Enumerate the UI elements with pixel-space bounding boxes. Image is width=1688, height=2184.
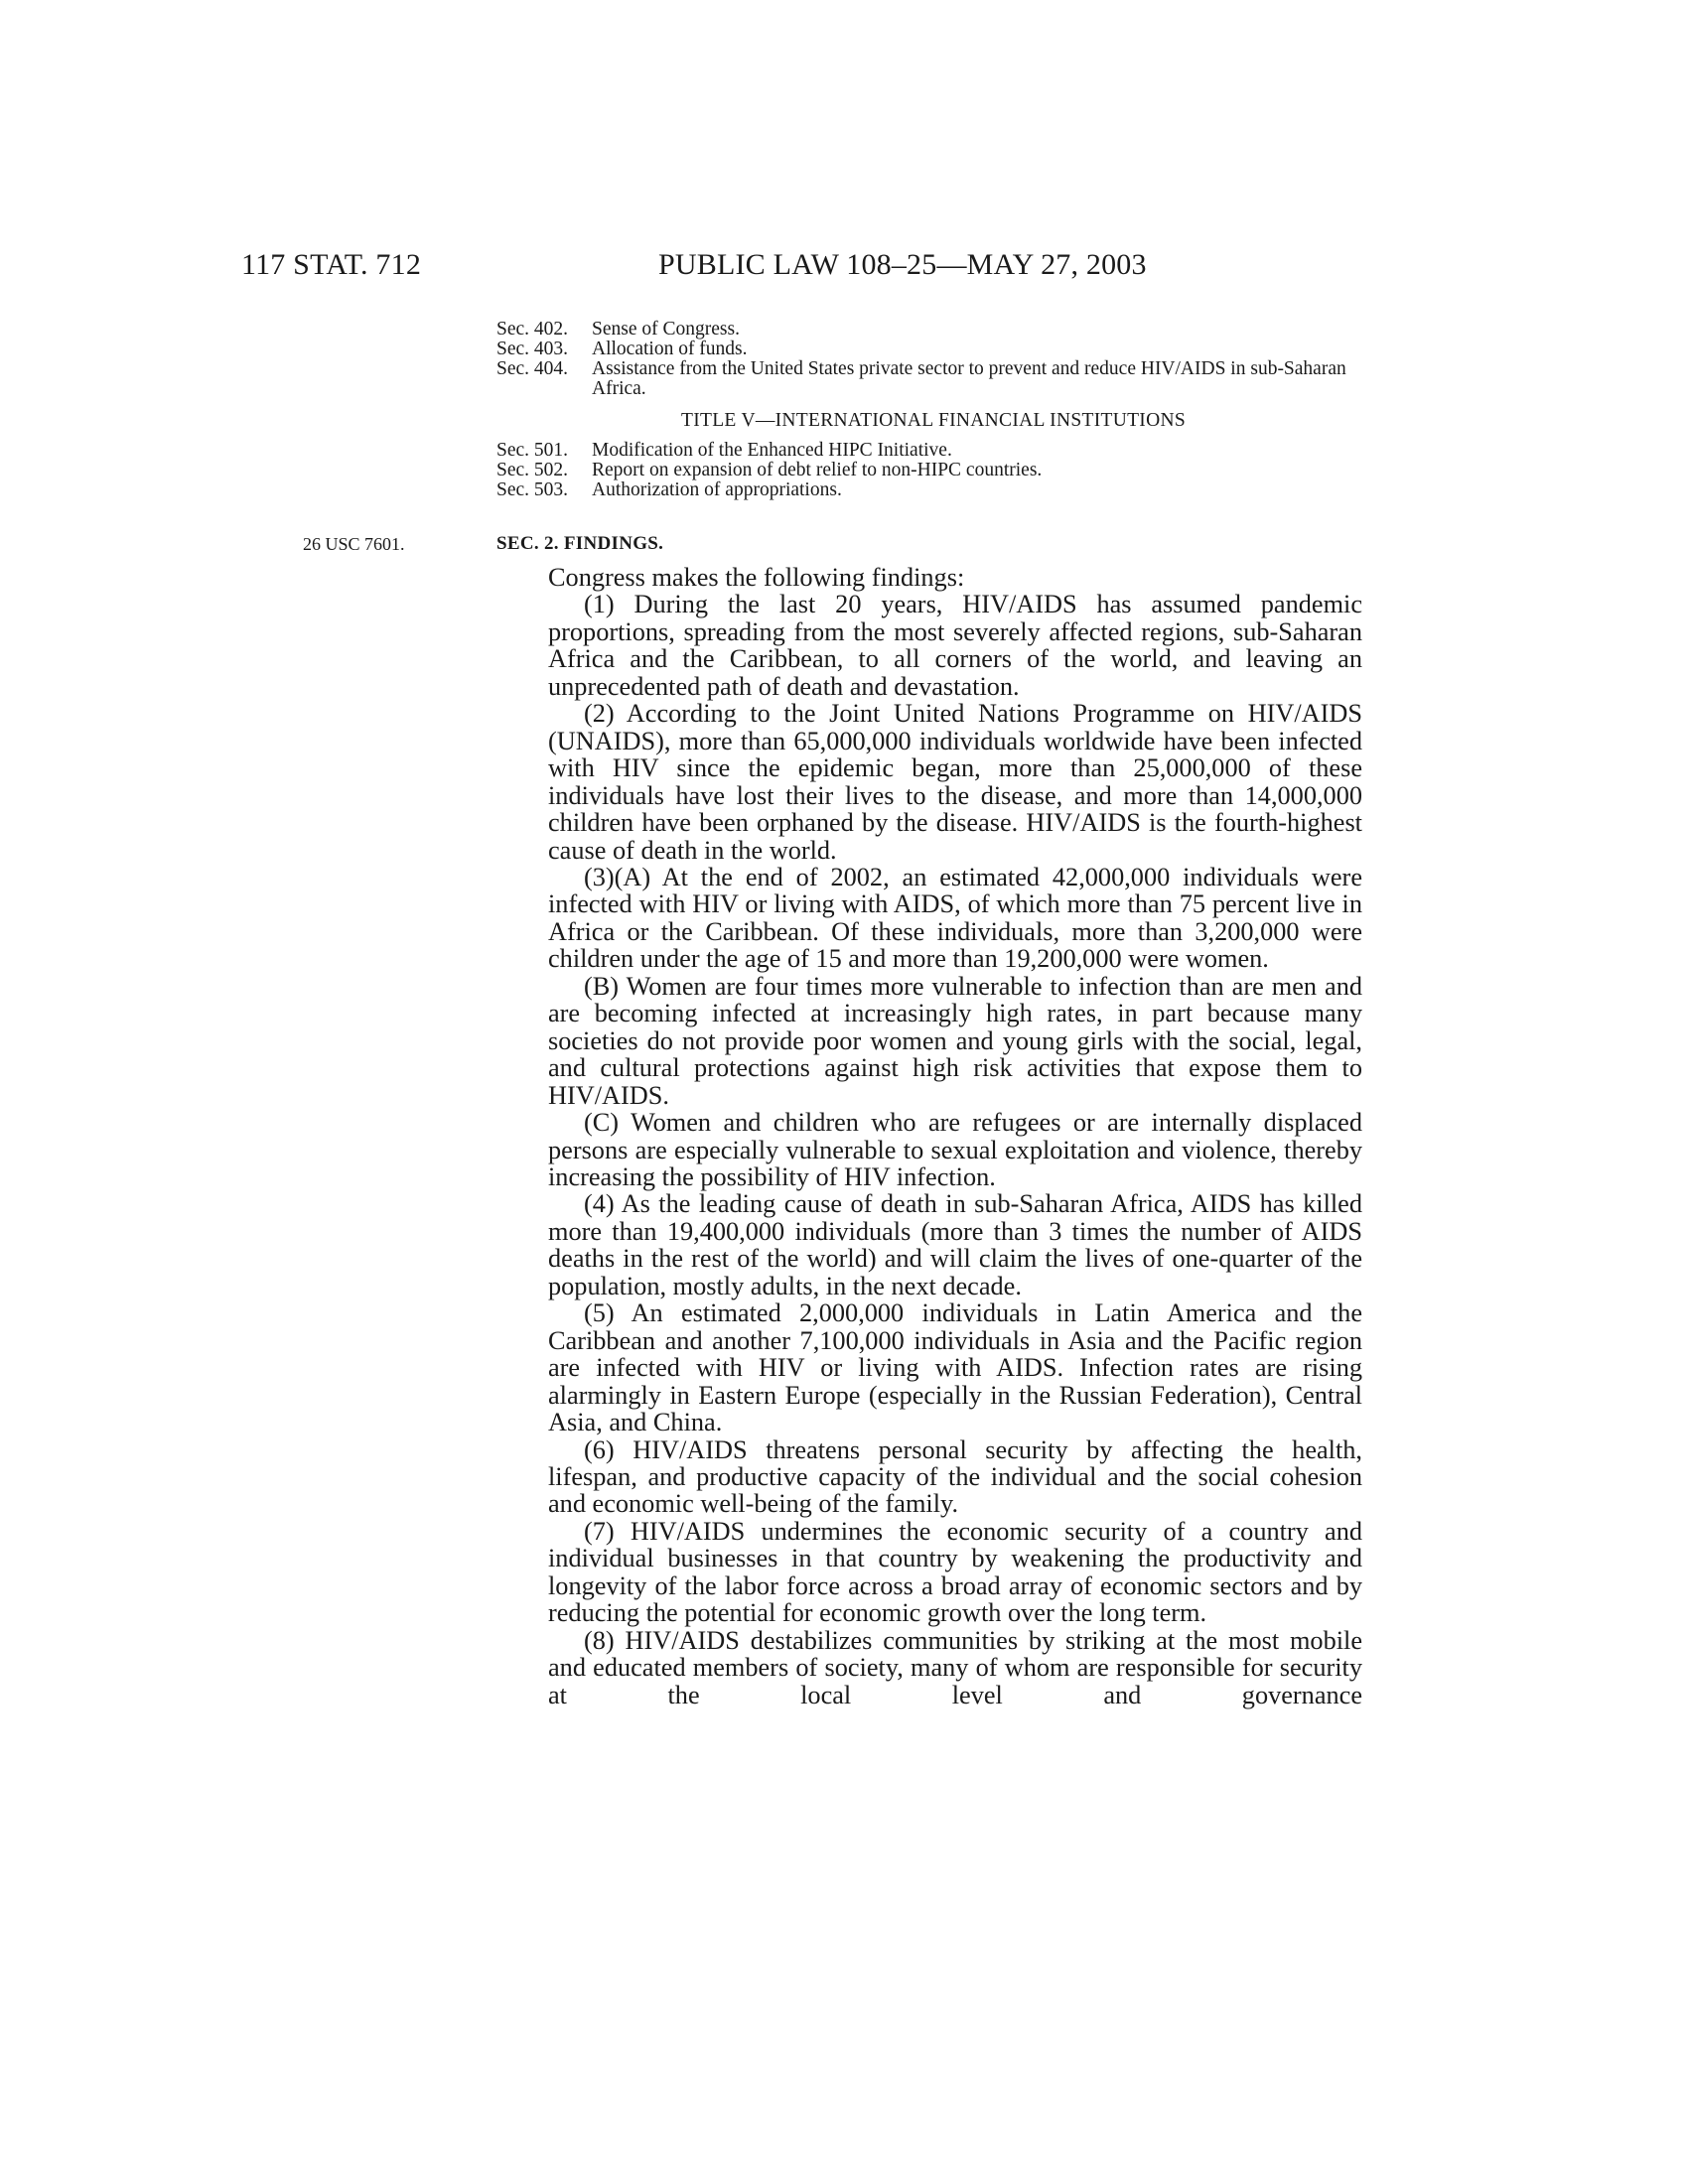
finding-paragraph: (6) HIV/AIDS threatens personal security by affecting the health, lifespan, and productive capacity of the individual and the social cohesion and economic well-being of the family. — [548, 1434, 1362, 1519]
section-heading: SEC. 2. FINDINGS. — [496, 533, 664, 554]
finding-paragraph: (1) During the last 20 years, HIV/AIDS has assumed pandemic proportions, spreading from the most severely affected regions, sub-Saharan Africa and the Caribbean, to all corners of the world, and leaving an unprecedented path of death and devastation. — [548, 590, 1362, 701]
finding-paragraph: (C) Women and children who are refugees or are internally displaced persons are especially vulnerable to sexual exploitation and violence, thereby increasing the possibility of HIV infection. — [548, 1108, 1362, 1191]
toc-entry — [496, 480, 1370, 500]
public-law-title: PUBLIC LAW 108–25—MAY 27, 2003 — [658, 248, 1147, 281]
toc-section-number: Sec. 503. — [496, 479, 569, 500]
toc-entry — [496, 340, 1370, 359]
table-of-contents — [496, 320, 1370, 500]
finding-paragraph: (B) Women are four times more vulnerable to infection than are men and are becoming infected at increasingly high rates, in part because many societies do not provide poor women and young girls with the social, legal, and cultural protections against high risk activities that expose them to HIV/AIDS. — [548, 971, 1362, 1110]
running-header — [241, 248, 1244, 288]
toc-entry — [496, 320, 1370, 340]
toc-section-label: Modification of the Enhanced HIPC Initiative. — [592, 440, 952, 461]
finding-paragraph: (3)(A) At the end of 2002, an estimated 42,000,000 individuals were infected with HIV or living with AIDS, of which more than 75 percent live in Africa or the Caribbean. Of these individuals, more than 3,200,000 were children under the age of 15 and more than 19,200,000 were women. — [548, 862, 1362, 974]
toc-section-number: Sec. 404. — [496, 358, 569, 379]
toc-section-label: Authorization of appropriations. — [592, 479, 842, 500]
toc-section-number: Sec. 403. — [496, 339, 569, 359]
finding-paragraph: (8) HIV/AIDS destabilizes communities by striking at the most mobile and educated members of society, many of whom are responsible for security at the local level and governance — [548, 1625, 1362, 1709]
toc-section-number: Sec. 501. — [496, 440, 569, 461]
findings-intro: Congress makes the following findings: — [548, 563, 965, 592]
toc-section-number: Sec. 502. — [496, 460, 569, 480]
statute-page-reference: 117 STAT. 712 — [241, 248, 422, 281]
finding-paragraph: (5) An estimated 2,000,000 individuals in Latin America and the Caribbean and another 7,100,000 individuals in Asia and the Pacific region are infected with HIV or living with AIDS. Infection rates are rising alarmingly in Eastern Europe (especially in the Russian Federation), Central Asia, and China. — [548, 1298, 1362, 1437]
finding-paragraph: (2) According to the Joint United Nations Programme on HIV/AIDS (UNAIDS), more than 65,000,000 individuals worldwide have been infected with HIV since the epidemic began, more than 25,000,000 of these individuals have lost their lives to the disease, and more than 14,000,000 children have been orphaned by the disease. HIV/AIDS is the fourth-highest cause of death in the world. — [548, 699, 1362, 865]
toc-entry — [496, 461, 1370, 480]
toc-section-label: Assistance from the United States private sector to prevent and reduce HIV/AIDS in sub-Saharan Africa. — [592, 358, 1346, 399]
findings-body — [548, 564, 1362, 1708]
toc-entry — [496, 359, 1370, 399]
usc-margin-note: 26 USC 7601. — [303, 534, 405, 554]
toc-title-heading: TITLE V—INTERNATIONAL FINANCIAL INSTITUTIONS — [680, 410, 1187, 431]
toc-section-number: Sec. 402. — [496, 319, 569, 340]
toc-section-label: Report on expansion of debt relief to non-HIPC countries. — [592, 460, 1043, 480]
toc-section-label: Sense of Congress. — [592, 319, 740, 340]
toc-entry — [496, 441, 1370, 461]
finding-paragraph: (7) HIV/AIDS undermines the economic security of a country and individual businesses in that country by weakening the productivity and longevity of the labor force across a broad array of economic sectors and by reducing the potential for economic growth over the long term. — [548, 1516, 1362, 1628]
toc-section-label: Allocation of funds. — [592, 339, 748, 359]
finding-paragraph: (4) As the leading cause of death in sub-Saharan Africa, AIDS has killed more than 19,400,000 individuals (more than 3 times the number of AIDS deaths in the rest of the world) and will claim the lives of one-quarter of the population, mostly adults, in the next decade. — [548, 1189, 1362, 1300]
